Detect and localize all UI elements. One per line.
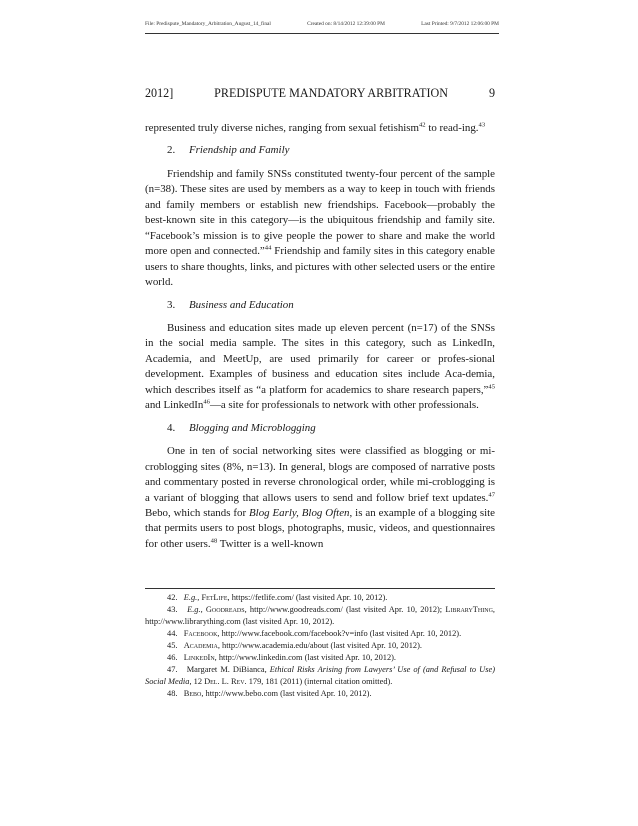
paragraph-niches: represented truly diverse niches, ranging from sexual fetishism$^{42}$ to read-ing.$^{43}$	[145, 121, 486, 134]
article-body	[145, 121, 495, 552]
footnote-46: 46. LinkedIn, http://www.linkedin.com (last visited Apr. 10, 2012).	[167, 653, 397, 662]
section-heading-business: 3. Business and Education	[167, 298, 294, 311]
footnote-ref-47: 47	[488, 490, 495, 498]
footnote-ref-48: 48	[210, 537, 218, 545]
paragraph-blogging: One in ten of social networking sites were classified as blogging or mi-croblogging sites (8%, n=13). In general, blogs are composed of narrative posts and commentary posted in reverse chronological order, while mi-croblogging is a variant of blogging that allows users to send and follow brief text updates.$^{47}$ Bebo, which stands for Blog Early, Blog Often, is an example of a blogging site that permits users to post blogs, photographs, music, videos, and questionnaires for other users.$^{48}$ Twitter is a well-known	[145, 445, 495, 550]
section-heading-friendship: 2. Friendship and Family	[167, 144, 290, 157]
file-name: File: Predispute_Mandatory_Arbitration_August_14_final	[145, 21, 271, 27]
footnotes	[145, 592, 495, 700]
footnote-48: 48. Bebo, http://www.bebo.com (last visited Apr. 10, 2012).	[167, 689, 372, 698]
footnote-ref-44: 44	[264, 244, 272, 252]
running-head-year: 2012]	[145, 86, 174, 100]
page-number: 9	[488, 86, 495, 100]
footnote-43: 43. E.g., Goodreads, http://www.goodreads.com/ (last visited Apr. 10, 2012); LibraryThing, http://www.librarything.com (last visited Apr. 10, 2012).	[145, 605, 496, 626]
footnote-ref-45: 45	[488, 383, 495, 391]
footnote-45: 45. Academia, http://www.academia.edu/about (last visited Apr. 10, 2012).	[167, 641, 422, 650]
footnote-separator	[145, 588, 495, 589]
footnote-47: 47. Margaret M. DiBianca, Ethical Risks Arising from Lawyers’ Use of (and Refusal to Use) Social Media, 12 Del. L. Rev. 179, 181 (2011) (internal citation omitted).	[145, 665, 495, 686]
paragraph-friendship: Friendship and family SNSs constituted twenty-four percent of the sample (n=38). These sites are used by members as a way to keep in touch with friends and family members or establish new friendships. Facebook—probably the best-known site in this category—is the ubiquitous friendship and family site. “Facebook’s mission is to give people the power to share and make the world more open and connected.”$^{44}$ Friendship and family sites in this category enable users to share thoughts, links, and pictures with other selected users or the entire world.	[145, 167, 496, 289]
footnote-44: 44. Facebook, http://www.facebook.com/facebook?v=info (last visited Apr. 10, 2012).	[167, 629, 462, 638]
running-head	[145, 86, 495, 101]
header-rule	[145, 33, 499, 34]
running-head-title: PREDISPUTE MANDATORY ARBITRATION	[214, 86, 448, 100]
paragraph-business: Business and education sites made up eleven percent (n=17) of the SNSs in the social media sample. The sites in this category, such as LinkedIn, Academia, and MeetUp, are used primarily for career or profes-sional development. Examples of business and education sites include Aca-demia, which describes itself as “a platform for academics to share research papers,”$^{45}$ and LinkedIn$^{46}$—a site for professionals to network with other professionals.	[145, 321, 495, 412]
created-date: Created on: 8/14/2012 12:39:00 PM	[307, 21, 385, 27]
file-info-header	[145, 14, 499, 34]
footnote-42: 42. E.g., FetLife, https://fetlife.com/ (last visited Apr. 10, 2012).	[167, 593, 388, 602]
footnote-ref-42: 42	[419, 121, 426, 129]
section-heading-blogging: 4. Blogging and Microblogging	[167, 421, 316, 434]
printed-date: Last Printed: 9/7/2012 12:06:00 PM	[421, 21, 499, 27]
footnote-ref-43: 43	[478, 121, 486, 129]
footnote-ref-46: 46	[203, 398, 210, 406]
